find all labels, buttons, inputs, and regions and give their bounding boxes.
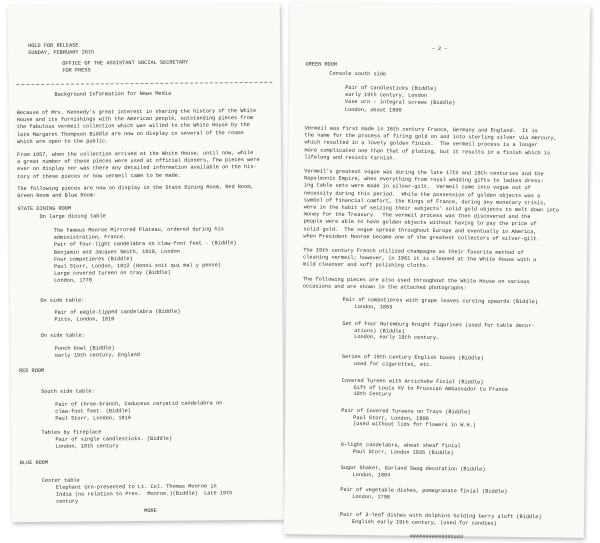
item-line: London, 1778 <box>54 277 92 285</box>
room-heading: GREEN ROOM <box>305 61 338 68</box>
item-line: The famous Monroe Mirrored Plateau, ordered during his <box>53 226 224 234</box>
paragraph-line: From 1957, when the collection arrived at the White House, until now, while <box>17 150 254 159</box>
press-release-page-1 <box>8 4 284 522</box>
item-line: Pair of eagle-tipped candelabra (Biddle) <box>54 308 181 316</box>
item-line: Pair of four-light candelabra on claw-foot feet - (Biddle) <box>53 240 237 249</box>
room-heading: RED ROOM <box>18 367 45 375</box>
item-line: Paul Storr, London, 1812 (Honni soit qui mal y pense) <box>54 262 222 270</box>
paragraph-line: The following pieces are now on display in the State Dining Room, Red Room, <box>17 184 254 193</box>
intro-paragraph-line: which are open to the public. <box>16 138 109 145</box>
item-line: early 19th century, London <box>345 92 428 100</box>
paragraph-line: a great number of these pieces were used at official dinners, few pieces were <box>17 157 260 166</box>
photo-item-line: London, 1863 <box>354 303 393 311</box>
paragraph-line: The 19th century French utilized champagne as their favorite method of <box>303 247 524 257</box>
paragraph-line: Vermeil was first made in 16th century France, Germany and England. It is <box>304 125 538 135</box>
paragraph-line: when President Monroe became one of the greatest collectors of silver-gilt. <box>303 233 540 243</box>
separator-rule <box>16 82 272 85</box>
room-heading: STATE DINING ROOM <box>17 205 72 213</box>
intro-paragraph-line: late Margaret Thompson Biddle are now on display in several of the rooms <box>16 129 244 138</box>
photo-item-line: Covered Tureen with Artichoke Finial (Biddle) <box>341 377 484 386</box>
office-heading: FOR PRESS <box>62 67 91 74</box>
item-line: Pair of candlesticks (Biddle) <box>345 84 437 92</box>
photo-item-line: Pair of 3-leaf dishes with dolphins holding berry aloft (Biddle) <box>339 511 542 521</box>
paragraph-line: Vermeil's greatest vogue was during the late 17th and 18th centuries and the <box>304 168 544 178</box>
item-line: Punch bowl (Biddle) <box>54 345 115 352</box>
release-line: HOLD FOR RELEASE <box>28 42 79 50</box>
item-line: Paul Storr, London, 1810 <box>55 415 132 423</box>
paragraph-line: ing table sets were made in silver-gilt. Vermeil came into vogue out of <box>303 182 531 192</box>
paragraph-line: mild cleanser and soft polishing cloths. <box>303 261 430 270</box>
item-line: administration, France. <box>53 234 127 241</box>
location-label: On large dining table <box>39 213 106 220</box>
photo-item-line: used for cigarettes, etc. <box>353 360 433 368</box>
office-heading: OFFICE OF THE ASSISTANT SOCIAL SECRETARY <box>62 59 189 67</box>
location-label: Center table <box>41 477 80 484</box>
paragraph-line: lifelong and resists tarnish. <box>304 154 396 162</box>
item-line: Four compotieres (Biddle) <box>53 255 133 263</box>
paragraph-line: occasions and are shown in the attached photographs: <box>302 283 467 292</box>
photo-item-line: Sugar Shaker, Garland Swag decoration (Biddle) <box>340 464 486 473</box>
photo-item-line: London, 1804 <box>352 471 391 479</box>
photo-item-line: ations) (Biddle) <box>354 327 405 335</box>
item-line: Benjamin and Jacques Smith, 1810, London <box>53 248 180 256</box>
paragraph-line: ever on display nor was there any detailed information available on the his- <box>17 164 257 173</box>
paragraph-line: Green Room and Blue Room: <box>17 192 97 200</box>
photo-item-line: Pair of compotieres with grape leaves curving upwards (Biddle) <box>342 296 538 306</box>
location-label: On side table: <box>40 297 85 304</box>
end-mark: ################# <box>409 533 464 541</box>
paragraph-line: were in the habit of seizing their subjects' solid gold objects to melt down into <box>303 204 559 214</box>
item-line: claw-foot feet. (Biddle) <box>55 408 131 415</box>
photo-item-line: Set of Four Nuremburg Knight figurines (used for table decor- <box>342 320 535 330</box>
photo-item-line: 18th Century <box>353 391 392 398</box>
photo-item-line: Series of 19th century English boxes (Biddle) <box>341 353 484 362</box>
photo-item-line: (used without lids for flowers in W.H.) <box>353 421 477 429</box>
location-label: South side table: <box>41 388 95 395</box>
item-line: London, about 1800 <box>344 106 402 114</box>
paragraph-line: The following pieces are also used throughout the White House on various <box>302 276 530 286</box>
location-label: Console south side <box>329 70 387 78</box>
room-heading: BLUE ROOM <box>19 459 49 467</box>
paragraph-line: more complicated one than that of plating, but it results in a finish which is <box>304 146 551 156</box>
paragraph-line: necessity during this period. While the possession of golden objects was a <box>303 189 541 199</box>
item-line: London, 18th century <box>55 443 119 450</box>
paragraph-line: solid gold. The vogue spread throughout Europe and eventually in America, <box>303 225 537 235</box>
photo-item-line: Paul Storr, London 1835 (Biddle) <box>352 448 454 456</box>
paragraph-line: money for the Treasury. The vermeil process was then discovered and the <box>303 211 531 221</box>
paragraph-line: people were able to have golden objects without having to pay the price of <box>303 218 537 228</box>
photo-item-line: London, 1798 <box>352 493 391 501</box>
item-line: India (no relation to Pres. Monroe.)(Biddle) Late 19th <box>55 490 233 498</box>
location-label: On side table: <box>40 332 85 339</box>
release-line: SUNDAY, FEBRUARY 26th <box>28 49 95 57</box>
item-line: Elephant Urn-presented to Lt. Col. Thomas Monroe in <box>55 483 217 491</box>
item-line: early 19th century, England <box>54 352 140 359</box>
location-label: Tables by fireplace <box>41 429 102 436</box>
paragraph-line: tory of these pieces or how vermeil came to be made. <box>17 172 182 180</box>
paragraph-line: the name for the process of firing gold on and into sterling silver via mercury, <box>304 132 557 142</box>
paragraph-line: symbol of financial comfort, the Kings of France, during any monetary crisis, <box>303 197 547 207</box>
press-release-page-2 <box>284 2 590 541</box>
photo-item-line: Pair of vegetable dishes, pomegranate finial (Biddle) <box>340 486 508 495</box>
photo-item-line: Pair of Covered Tureens on Trays (Biddle) <box>341 407 471 416</box>
intro-paragraph-line: the fabulous vermeil collection which was willed to the White House by the <box>16 122 250 131</box>
photo-item-line: Paul Storr, London, 1806 <box>353 414 429 422</box>
item-line: Pair of single candlesticks. (Biddle) <box>55 435 173 443</box>
photo-item-line: English early 19th century, (used for candies) <box>351 518 497 527</box>
paragraph-line: which resulted in a lovely golden finish. The vermeil process is a longer <box>304 139 538 149</box>
paragraph-line: Napoleonic Empire, when everything from royal wedding gifts to ladies dress- <box>304 175 544 185</box>
more-marker: MORE <box>144 507 157 515</box>
photo-item-line: Gift of Louis XV to Prussian Ambassador to France <box>353 384 508 393</box>
item-line: Large covered tureen on tray (Biddle) <box>54 269 171 277</box>
paragraph-line: cleaning vermeil; however, in 1961 it is cleaned at the White House with a <box>303 254 537 264</box>
item-line: Pitts, London, 1810 <box>54 316 115 323</box>
page-number: - 2 - <box>431 45 448 53</box>
subtitle: Background Information for News Media <box>54 90 172 98</box>
item-line: Pair of three-branch, Caduceus caryatid candelabra on <box>55 400 223 408</box>
photo-item-line: 6-light candelabra, wheat sheaf finial <box>340 441 461 450</box>
item-line: Vase urn - integral screws (Biddle) <box>345 99 456 107</box>
item-line: century <box>56 498 79 506</box>
intro-paragraph-line: Because of Mrs. Kennedy's great interest in sharing the history of the White <box>16 108 257 117</box>
intro-paragraph-line: House and its furnishings with the American people, outstanding pieces from <box>16 115 254 124</box>
photo-item-line: London, early 19th century. <box>354 334 440 342</box>
